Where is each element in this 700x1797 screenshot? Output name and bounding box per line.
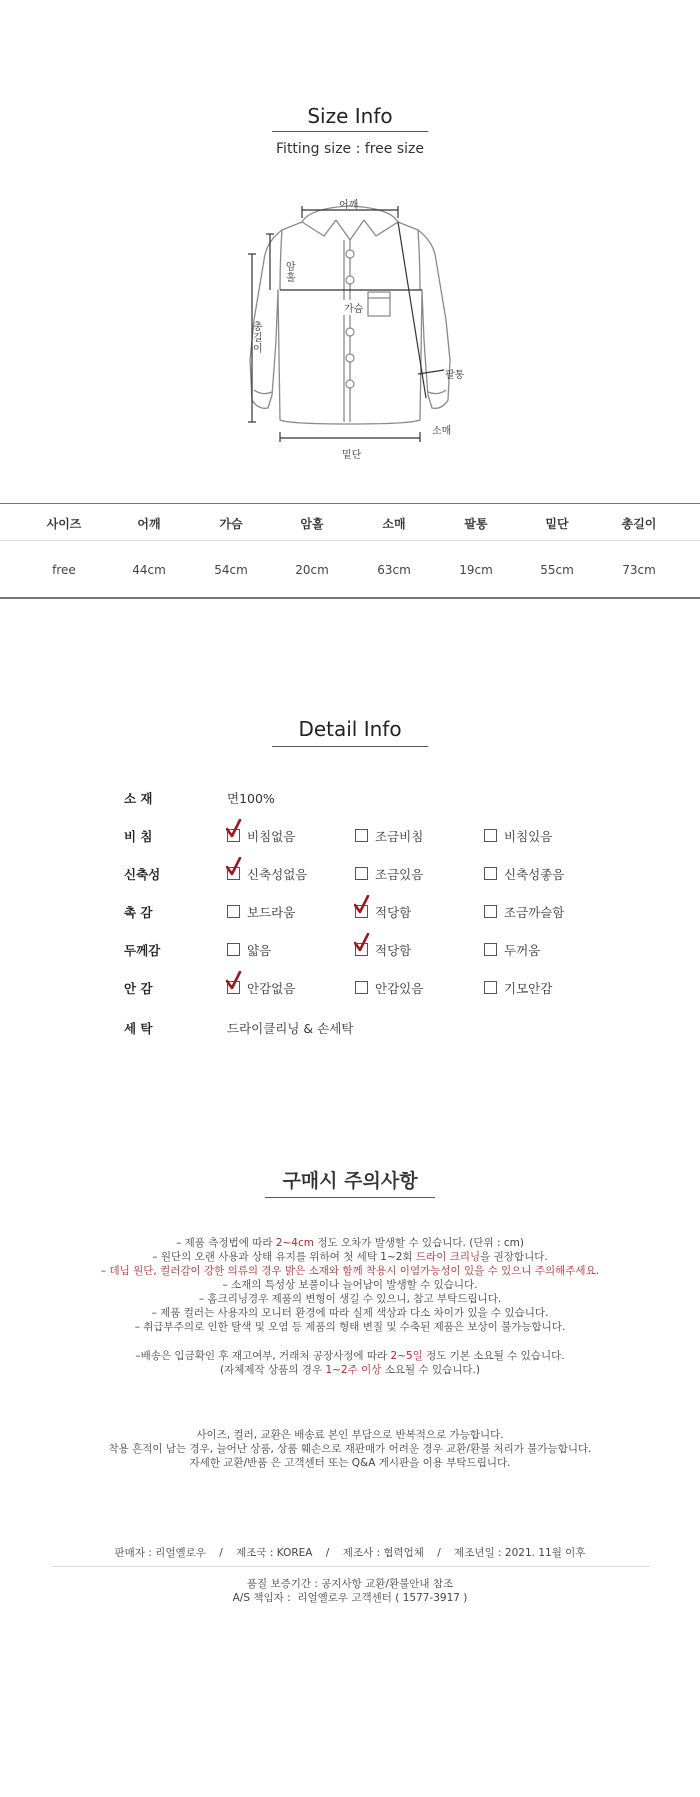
notice-highlight: 드라이 크리닝 <box>415 1251 481 1263</box>
detail-checkbox <box>484 981 497 994</box>
notice-underline <box>265 1197 435 1198</box>
notice-line: – 제품 컬러는 사용자의 모니터 환경에 따라 실제 색상과 다소 차이가 있을 수 있습니다. <box>151 1307 549 1319</box>
detail-info-title: Detail Info <box>298 717 402 741</box>
diagram-label-armhole <box>286 262 298 284</box>
detail-checkbox <box>355 981 368 994</box>
detail-info-underline <box>272 746 428 747</box>
exchange-line: 사이즈, 컬러, 교환은 배송료 본인 부담으로 반복적으로 가능합니다. <box>196 1429 504 1441</box>
size-table-cell: 63cm <box>377 563 411 577</box>
size-table-header: 어깨 <box>137 517 161 531</box>
notice-text: (자체제작 상품의 경우 <box>220 1364 326 1376</box>
diagram-label-sleeve-width: 팔통 <box>445 370 465 381</box>
size-table-cell: 44cm <box>132 563 166 577</box>
shipping-line <box>0 1363 700 1377</box>
wash-label: 세 탁 <box>124 1021 153 1036</box>
size-table-bottom-border <box>0 597 700 599</box>
detail-checkbox <box>484 943 497 956</box>
notice-text: 정도 오차가 발생할 수 있습니다. (단위 : cm) <box>314 1237 524 1249</box>
checkmark-icon <box>226 971 242 991</box>
detail-row-label: 비 침 <box>124 829 153 844</box>
detail-row-label: 두께감 <box>124 943 161 958</box>
size-table-cell: 19cm <box>459 563 493 577</box>
detail-option-label: 안감있음 <box>375 981 424 996</box>
detail-checkbox <box>484 905 497 918</box>
notice-text: – 제품 측정법에 따라 <box>176 1237 276 1249</box>
detail-checkbox <box>484 829 497 842</box>
notice-text: 정도 기본 소요될 수 있습니다. <box>422 1350 565 1362</box>
detail-option-label: 안감없음 <box>247 981 296 996</box>
diagram-label-armhole-text: 암홀 <box>286 262 296 284</box>
exchange-line: 자세한 교환/반품 은 고객센터 또는 Q&A 게시판을 이용 부탁드립니다. <box>189 1457 511 1469</box>
detail-checkbox <box>355 867 368 880</box>
size-table-header: 총길이 <box>621 517 657 531</box>
detail-checkbox <box>355 829 368 842</box>
notice-text: 을 권장합니다. <box>480 1251 548 1263</box>
diagram-label-hem: 밑단 <box>342 450 362 461</box>
wash-value: 드라이클리닝 & 손세탁 <box>227 1021 354 1036</box>
notice-title: 구매시 주의사항 <box>282 1170 418 1192</box>
notice-highlight: 1~2주 이상 <box>325 1364 382 1376</box>
size-table-header: 소매 <box>382 517 406 531</box>
notice-highlight: 2~4cm <box>275 1237 314 1249</box>
detail-checkbox <box>227 943 240 956</box>
detail-option-label: 조금있음 <box>375 867 424 882</box>
detail-row-label: 촉 감 <box>124 905 153 920</box>
size-table-cell: 54cm <box>214 563 248 577</box>
detail-option-label: 적당함 <box>375 905 412 920</box>
detail-option-label: 적당함 <box>375 943 412 958</box>
size-table-top-border <box>0 503 700 504</box>
notice-text: 소요될 수 있습니다.) <box>381 1364 480 1376</box>
detail-option-label: 두꺼움 <box>504 943 541 958</box>
detail-checkbox <box>227 905 240 918</box>
detail-option-label: 비침없음 <box>247 829 296 844</box>
notice-line: – 취급부주의로 인한 탈색 및 오염 등 제품의 형태 변질 및 수축된 제품은 보상이 불가능합니다. <box>134 1321 566 1333</box>
detail-option-label: 기모안감 <box>504 981 553 996</box>
size-table-cell: 20cm <box>295 563 329 577</box>
checkmark-icon <box>354 933 370 953</box>
footer-warranty: 품질 보증기간 : 공지사항 교환/환불안내 참조 <box>246 1578 454 1590</box>
diagram-label-shoulder: 어깨 <box>339 200 359 211</box>
detail-row-label: 안 감 <box>124 981 153 996</box>
notice-text: –배송은 입금확인 후 재고여부, 거래처 공장사정에 따라 <box>135 1350 391 1362</box>
size-table-mid-border <box>0 540 700 541</box>
notice-line <box>0 1236 700 1250</box>
checkmark-icon <box>354 895 370 915</box>
detail-row-label: 신축성 <box>124 867 161 882</box>
size-table-header: 사이즈 <box>46 517 82 531</box>
notice-highlight: 2~5일 <box>390 1350 423 1362</box>
size-table-header: 암홀 <box>300 517 324 531</box>
detail-option-label: 조금까슬함 <box>504 905 565 920</box>
shirt-size-diagram <box>240 190 460 460</box>
detail-option-label: 보드라움 <box>247 905 296 920</box>
size-table-header: 가슴 <box>219 517 243 531</box>
size-table-header: 밑단 <box>545 517 569 531</box>
diagram-label-sleeve-length: 소매 <box>432 426 452 437</box>
size-table-cell: 73cm <box>622 563 656 577</box>
detail-option-label: 조금비침 <box>375 829 424 844</box>
checkmark-icon <box>226 819 242 839</box>
size-table-header: 팔통 <box>464 517 488 531</box>
notice-line-warning: – 데님 원단, 컬러감이 강한 의류의 경우 밝은 소재와 함께 착용시 이염가능성이 있을 수 있으니 주의해주세요. <box>100 1265 600 1277</box>
detail-option-label: 신축성좋음 <box>504 867 565 882</box>
detail-option-label: 비침있음 <box>504 829 553 844</box>
notice-line: – 소재의 특성상 보풀이나 늘어남이 발생할 수 있습니다. <box>222 1279 478 1291</box>
shipping-line <box>0 1349 700 1363</box>
material-value: 면100% <box>227 791 275 806</box>
diagram-label-total-length-text: 총길이 <box>253 322 263 355</box>
notice-line: – 홈크리닝경우 제품의 변형이 생길 수 있으니, 참고 부탁드립니다. <box>198 1293 502 1305</box>
size-table-cell: free <box>52 563 76 577</box>
detail-option-label: 신축성없음 <box>247 867 308 882</box>
material-label: 소 재 <box>124 791 153 806</box>
size-info-underline <box>272 131 428 132</box>
footer-seller-info: 판매자 : 리얼옐로우 / 제조국 : KOREA / 제조사 : 협력업체 / 제조년일 : 2021. 11월 이후 <box>114 1547 586 1559</box>
size-info-title: Size Info <box>307 104 393 128</box>
size-table-cell: 55cm <box>540 563 574 577</box>
exchange-line: 착용 흔적이 남는 경우, 늘어난 상품, 상품 훼손으로 재판매가 어려운 경우 교환/환불 처리가 불가능합니다. <box>108 1443 592 1455</box>
detail-option-label: 얇음 <box>247 943 272 958</box>
detail-checkbox <box>484 867 497 880</box>
diagram-label-total-length <box>253 322 265 355</box>
fitting-size-text: Fitting size : free size <box>276 141 424 157</box>
checkmark-icon <box>226 857 242 877</box>
diagram-label-chest: 가슴 <box>343 300 364 315</box>
footer-divider <box>52 1566 650 1567</box>
footer-as-contact: A/S 책임자 : 리얼옐로우 고객센터 ( 1577-3917 ) <box>232 1592 468 1604</box>
notice-text: – 원단의 오랜 사용과 상태 유지를 위하여 첫 세탁 1~2회 <box>152 1251 416 1263</box>
notice-line <box>0 1250 700 1264</box>
